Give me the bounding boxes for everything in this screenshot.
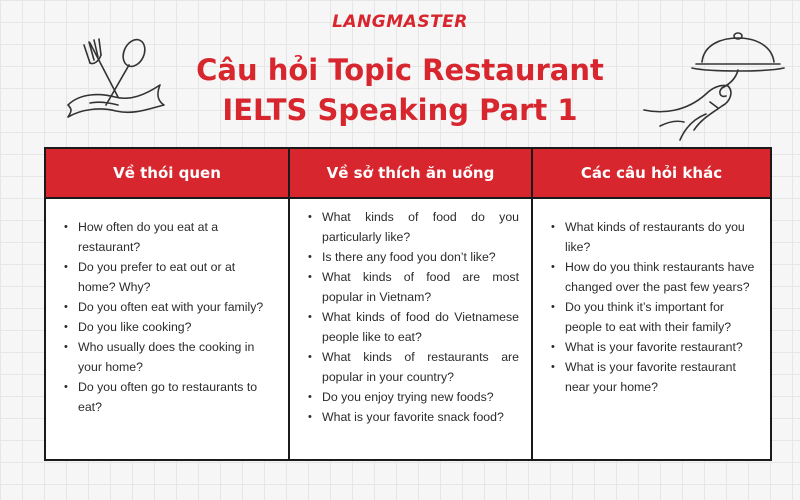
column-food-preferences [289,198,532,460]
list-item: • Do you often go to restaurants to eat? [78,377,276,417]
list-item: • What is your favorite restaurant near your home? [565,357,758,397]
food-preferences-question-list [290,199,531,427]
column-habits [45,198,289,460]
list-item: • What is your favorite restaurant? [565,337,758,357]
table-header-row [45,148,771,198]
list-item: • What kinds of food do Vietnamese people like to eat? [322,307,519,347]
brand-logo: LANGMASTER [332,12,468,32]
header-other-questions: Các câu hỏi khác [532,148,771,198]
table-body-row [45,198,771,460]
list-item: • What kinds of restaurants do you like? [565,217,758,257]
habits-question-list [46,199,288,417]
list-item: • Who usually does the cooking in your home? [78,337,276,377]
other-questions-list [533,199,770,397]
list-item: • Do you prefer to eat out or at home? Why? [78,257,276,297]
list-item: • Do you think it’s important for people to eat with their family? [565,297,758,337]
header-food-preferences: Về sở thích ăn uống [289,148,532,198]
title-line-2: IELTS Speaking Part 1 [222,93,578,127]
page-title [0,50,800,130]
list-item: • Do you like cooking? [78,317,276,337]
list-item: • What is your favorite snack food? [322,407,519,427]
list-item: • Is there any food you don’t like? [322,247,519,267]
column-other-questions [532,198,771,460]
list-item: • How do you think restaurants have changed over the past few years? [565,257,758,297]
questions-table [44,147,772,461]
title-line-1: Câu hỏi Topic Restaurant [196,53,604,87]
list-item: • How often do you eat at a restaurant? [78,217,276,257]
list-item: • Do you often eat with your family? [78,297,276,317]
header-habits: Về thói quen [45,148,289,198]
list-item: • What kinds of food do you particularly like? [322,207,519,247]
list-item: • Do you enjoy trying new foods? [322,387,519,407]
list-item: • What kinds of food are most popular in Vietnam? [322,267,519,307]
list-item: • What kinds of restaurants are popular in your country? [322,347,519,387]
